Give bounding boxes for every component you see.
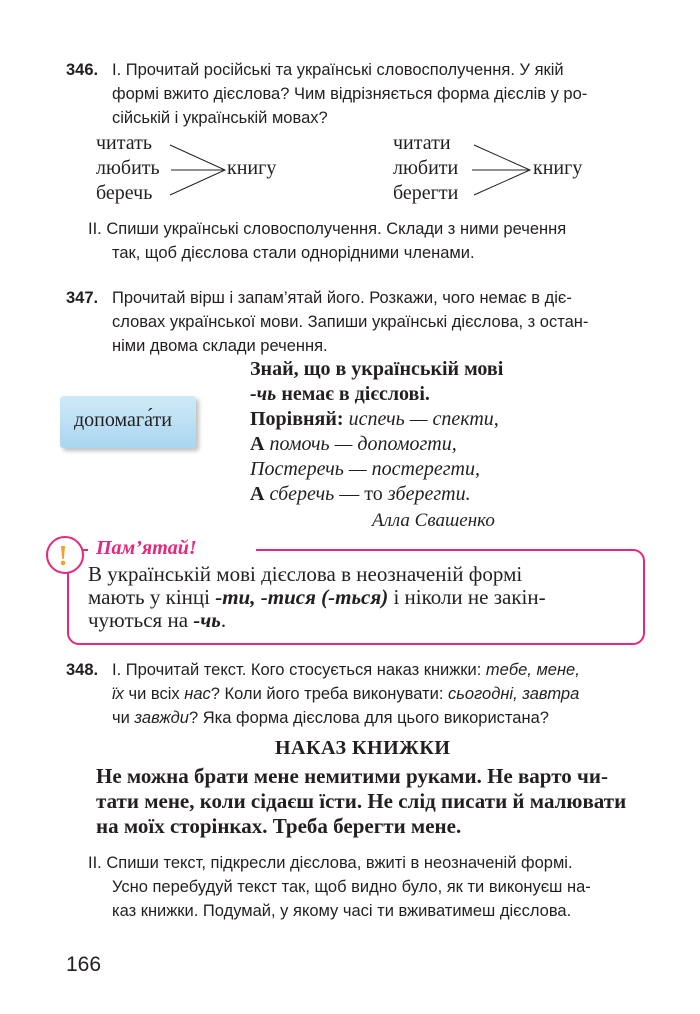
rule-line: В українській мові дієслова в неозначеній формі [88, 562, 523, 586]
task-line: формі вжито дієслова? Чим відрізняється форма дієслів у ро- [112, 85, 588, 103]
rule-line: мають у кінці -ти, -тися (-ться) і ніколи не закін- [88, 585, 546, 609]
ukrainian-object: книгу [533, 157, 583, 179]
task-line: сійській і українській мовах? [112, 109, 328, 127]
task-line: німи двома склади речення. [112, 337, 328, 355]
poem-line: А помочь — допомогти, [250, 433, 457, 455]
russian-verb: читать [96, 132, 152, 154]
exercise-number: 348. [66, 661, 99, 679]
task-line: так, щоб дієслова стали однорідними членами. [112, 244, 475, 262]
vocabulary-box [60, 396, 196, 448]
poem-line: Порівняй: испечь — спекти, [250, 408, 499, 430]
text-line: Не можна брати мене немитими руками. Не варто чи- [96, 764, 608, 788]
text-title: НАКАЗ КНИЖКИ [275, 737, 451, 759]
exclamation-icon: ! [46, 536, 84, 574]
task-line: Усно перебудуй текст так, щоб видно було, як ти виконуєш на- [112, 878, 591, 896]
task-line: їх чи всіх нас? Коли його треба виконувати: сьогодні, завтра [112, 685, 580, 703]
poem-line: Постеречь — постерегти, [250, 458, 480, 480]
poem-author: Алла Свашенко [372, 510, 495, 531]
task-line: І. Прочитай текст. Кого стосується наказ книжки: тебе, мене, [112, 661, 580, 679]
russian-object: книгу [227, 157, 277, 179]
ukrainian-verb: читати [393, 132, 451, 154]
text-line: на моїх сторінках. Треба берегти мене. [96, 814, 462, 838]
ukrainian-verb: берегти [393, 182, 459, 204]
poem-line: А сберечь — то зберегти. [250, 483, 471, 505]
remember-title: Пам’ятай! [96, 537, 197, 559]
text-line: тати мене, коли сідаєш їсти. Не слід писати й малювати [96, 789, 627, 813]
poem-line: -чь немає в дієслові. [250, 383, 430, 405]
task-line: чи завжди? Яка форма дієслова для цього використана? [112, 709, 549, 727]
task-line: ІІ. Спиши текст, підкресли дієслова, вжиті в неозначеній формі. [88, 854, 573, 872]
task-line: словах української мови. Запиши українські дієслова, з остан- [112, 313, 589, 331]
russian-verb: любить [96, 157, 160, 179]
rule-line: чуються на -чь. [88, 608, 227, 632]
page-number: 166 [66, 953, 102, 976]
exercise-number: 347. [66, 289, 99, 307]
task-line: Прочитай вірш і запам’ятай його. Розкажи, чого немає в діє- [112, 289, 572, 307]
task-line: каз книжки. Подумай, у якому часі ти вживатимеш дієслова. [112, 902, 572, 920]
russian-verb: беречь [96, 182, 153, 204]
vocabulary-word: допомага́ти [74, 409, 172, 431]
poem-line: Знай, що в українській мові [250, 358, 504, 380]
task-line: ІІ. Спиши українські словосполучення. Склади з ними речення [88, 220, 567, 238]
ukrainian-verb: любити [393, 157, 459, 179]
connector-arrows [0, 0, 700, 230]
task-line: І. Прочитай російські та українські словосполучення. У якій [112, 61, 564, 79]
exercise-number: 346. [66, 61, 99, 79]
